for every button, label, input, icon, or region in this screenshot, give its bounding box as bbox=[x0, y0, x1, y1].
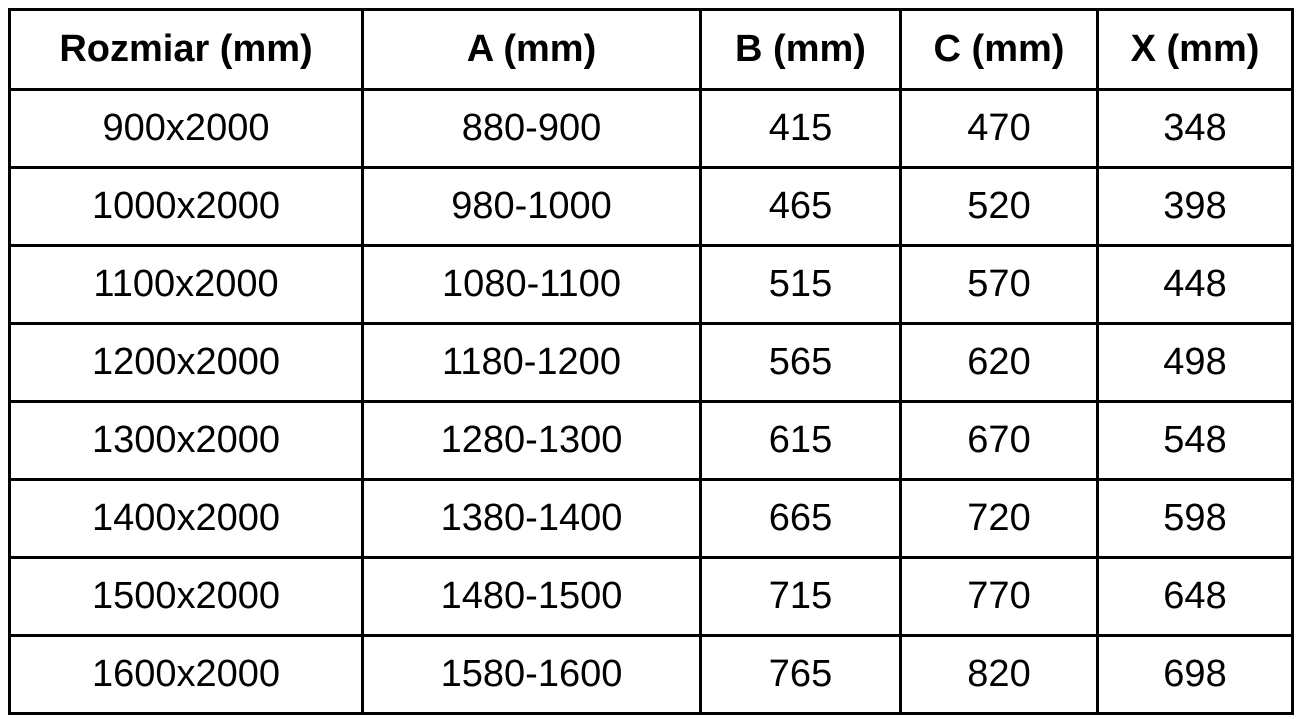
table-cell: 1500x2000 bbox=[10, 558, 363, 636]
table-cell: 1280-1300 bbox=[363, 402, 701, 480]
table-row bbox=[10, 402, 1293, 480]
table-cell: 1580-1600 bbox=[363, 636, 701, 714]
table-cell: 770 bbox=[901, 558, 1098, 636]
table-cell: 548 bbox=[1098, 402, 1293, 480]
table-body bbox=[10, 90, 1293, 714]
table-cell: 715 bbox=[701, 558, 901, 636]
column-header: B (mm) bbox=[701, 10, 901, 90]
table-cell: 448 bbox=[1098, 246, 1293, 324]
table-cell: 515 bbox=[701, 246, 901, 324]
table-cell: 1200x2000 bbox=[10, 324, 363, 402]
table-cell: 648 bbox=[1098, 558, 1293, 636]
table-cell: 520 bbox=[901, 168, 1098, 246]
table-row bbox=[10, 480, 1293, 558]
table-cell: 1400x2000 bbox=[10, 480, 363, 558]
table-header bbox=[10, 10, 1293, 90]
table-row bbox=[10, 168, 1293, 246]
table-cell: 980-1000 bbox=[363, 168, 701, 246]
table-cell: 498 bbox=[1098, 324, 1293, 402]
table-cell: 570 bbox=[901, 246, 1098, 324]
table-cell: 670 bbox=[901, 402, 1098, 480]
dimensions-table bbox=[8, 8, 1294, 715]
table-cell: 1000x2000 bbox=[10, 168, 363, 246]
table-cell: 1100x2000 bbox=[10, 246, 363, 324]
table-cell: 900x2000 bbox=[10, 90, 363, 168]
table-cell: 620 bbox=[901, 324, 1098, 402]
table-cell: 615 bbox=[701, 402, 901, 480]
column-header: C (mm) bbox=[901, 10, 1098, 90]
table-cell: 1180-1200 bbox=[363, 324, 701, 402]
table-cell: 1480-1500 bbox=[363, 558, 701, 636]
table-cell: 720 bbox=[901, 480, 1098, 558]
column-header: X (mm) bbox=[1098, 10, 1293, 90]
table-cell: 465 bbox=[701, 168, 901, 246]
table-cell: 565 bbox=[701, 324, 901, 402]
table-cell: 880-900 bbox=[363, 90, 701, 168]
table-cell: 398 bbox=[1098, 168, 1293, 246]
table-cell: 1300x2000 bbox=[10, 402, 363, 480]
table-cell: 820 bbox=[901, 636, 1098, 714]
table-cell: 1600x2000 bbox=[10, 636, 363, 714]
table-cell: 415 bbox=[701, 90, 901, 168]
table-cell: 765 bbox=[701, 636, 901, 714]
table-cell: 348 bbox=[1098, 90, 1293, 168]
table-cell: 698 bbox=[1098, 636, 1293, 714]
table-row bbox=[10, 90, 1293, 168]
table-row bbox=[10, 558, 1293, 636]
table-cell: 1080-1100 bbox=[363, 246, 701, 324]
table-cell: 598 bbox=[1098, 480, 1293, 558]
table-row bbox=[10, 636, 1293, 714]
column-header: Rozmiar (mm) bbox=[10, 10, 363, 90]
table-cell: 1380-1400 bbox=[363, 480, 701, 558]
table-row bbox=[10, 324, 1293, 402]
table-cell: 470 bbox=[901, 90, 1098, 168]
column-header: A (mm) bbox=[363, 10, 701, 90]
header-row bbox=[10, 10, 1293, 90]
table-cell: 665 bbox=[701, 480, 901, 558]
table-row bbox=[10, 246, 1293, 324]
